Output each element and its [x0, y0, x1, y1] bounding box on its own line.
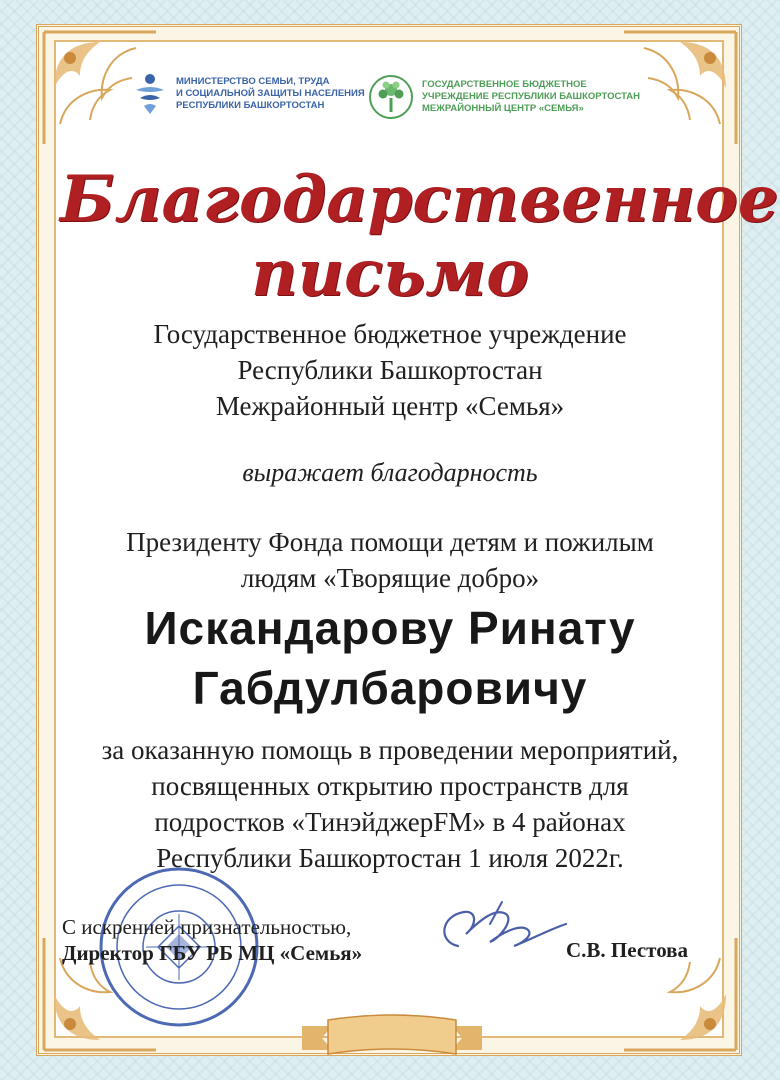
reason-line-3: подростков «ТинэйджерFM» в 4 районах: [154, 807, 626, 837]
ministry-line-2: И СОЦИАЛЬНОЙ ЗАЩИТЫ НАСЕЛЕНИЯ: [176, 88, 365, 99]
expresses-gratitude: выражает благодарность: [242, 458, 538, 487]
organization-line-2: Республики Башкортостан: [237, 355, 543, 385]
recipient-role-line-2: людям «Творящие добро»: [240, 563, 540, 593]
organization-line-1: Государственное бюджетное учреждение: [153, 319, 627, 349]
title-line-1: Благодарственное: [60, 162, 779, 237]
center-line-3: МЕЖРАЙОННЫЙ ЦЕНТР «СЕМЬЯ»: [422, 103, 584, 114]
center-line-2: УЧРЕЖДЕНИЕ РЕСПУБЛИКИ БАШКОРТОСТАН: [422, 91, 641, 102]
recipient-role: [60, 524, 720, 596]
organization-name: [60, 316, 720, 424]
title-line-2: письмо: [251, 236, 529, 311]
ministry-line-3: РЕСПУБЛИКИ БАШКОРТОСТАН: [176, 100, 325, 111]
recipient-name-line-2: Габдулбаровичу: [192, 662, 588, 714]
closing-line: С искренней признательностью,: [62, 915, 352, 939]
tree-emblem-icon: [368, 74, 414, 120]
recipient-role-line-1: Президенту Фонда помощи детям и пожилым: [126, 527, 654, 557]
recipient-name: [60, 598, 720, 718]
reason-text: [60, 732, 720, 876]
organization-line-3: Межрайонный центр «Семья»: [215, 391, 565, 421]
handwritten-signature: [430, 894, 580, 964]
reason-line-1: за оказанную помощь в проведении мероприятий,: [101, 735, 679, 765]
signer-name: С.В. Пестова: [566, 938, 689, 962]
reason-line-2: посвященных открытию пространств для: [151, 771, 629, 801]
reason-line-4: Республики Башкортостан 1 июля 2022г.: [156, 843, 624, 873]
ministry-logo: [132, 72, 365, 116]
family-center-logo: [368, 74, 640, 120]
closing-block: [62, 914, 362, 966]
bottom-ribbon-ornament: [292, 1008, 492, 1064]
center-line-1: ГОСУДАРСТВЕННОЕ БЮДЖЕТНОЕ: [422, 79, 587, 90]
ministry-line-1: МИНИСТЕРСТВО СЕМЬИ, ТРУДА: [176, 76, 330, 87]
ministry-emblem-icon: [132, 72, 168, 116]
recipient-name-line-1: Искандарову Ринату: [144, 602, 636, 654]
director-title: Директор ГБУ РБ МЦ «Семья»: [62, 941, 363, 965]
